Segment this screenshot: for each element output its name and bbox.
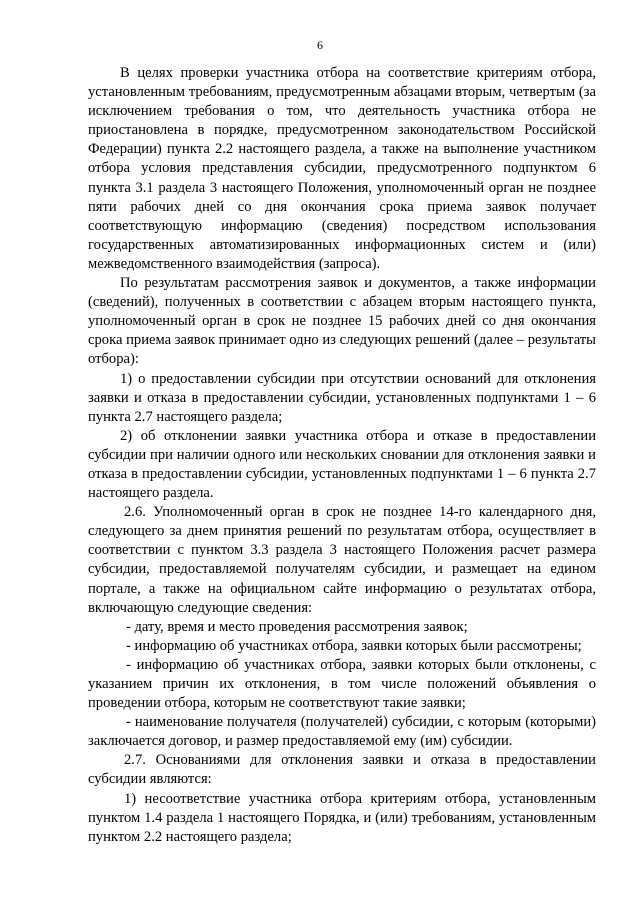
- dash-item-reviewed-participants: - информацию об участниках отбора, заявки которых были рассмотрены;: [126, 637, 582, 654]
- paragraph-verification: В целях проверки участника отбора на соответствие критериям отбора, установленным требованиям, предусмотренным абзацами вторым, четвертым (за исключением требования о том, что деятельность участника отбора не приостановлена в порядке, предусмотренном законодательством Российской Федерации) пункта 2.2 настоящего раздела, а также на выполнение участником отбора условия представления субсидии, предусмотренного подпунктом 6 пункта 3.1 раздела 3 настоящего Положения, уполномоченный орган не позднее пяти рабочих дней со дня окончания срока приема заявок получает соответствующую информацию (сведения) посредством использования государственных автоматизированных информационных систем и (или) межведомственного взаимодействия (запроса).: [88, 65, 596, 272]
- list-item-rejection-decision: 2) об отклонении заявки участника отбора и отказе в предоставлении субсидии при наличии одного или нескольких сновании для отклонения заявки и отказа в предоставлении субсидии, установленных подпунктами 1 – 6 пункта 2.7 настоящего раздела.: [88, 427, 596, 502]
- list-item-criteria-mismatch: 1) несоответствие участника отбора критериям отбора, установленным пунктом 1.4 раздела 1 настоящего Порядка, и (или) требованиям, установленным пунктом 2.2 настоящего раздела;: [88, 790, 596, 845]
- list-item-grant-decision: 1) о предоставлении субсидии при отсутствии оснований для отклонения заявки и отказа в предоставлении субсидии, установленных подпунктами 1 – 6 пункта 2.7 настоящего раздела;: [88, 370, 596, 425]
- dash-item-recipients: - наименование получателя (получателей) субсидии, с которым (которыми) заключается договор, и размер предоставляемой ему (им) субсидии.: [88, 714, 596, 750]
- document-body: [88, 64, 596, 847]
- paragraph-2-7: 2.7. Основаниями для отклонения заявки и отказа в предоставлении субсидии являются:: [88, 752, 596, 788]
- paragraph-review-results: По результатам рассмотрения заявок и документов, а также информации (сведений), полученных в соответствии с абзацем вторым настоящего пункта, уполномоченный орган в срок не позднее 15 рабочих дней со дня окончания срока приема заявок принимает одно из следующих решений (далее – результаты отбора):: [88, 275, 596, 368]
- paragraph-2-6: 2.6. Уполномоченный орган в срок не позднее 14-го календарного дня, следующего за днем принятия решений по результатам отбора, осуществляет в соответствии с пунктом 3.3 раздела 3 настоящего Положения расчет размера субсидии, предоставляемой получателям субсидии, и размещает на едином портале, а также на официальном сайте информацию о результатах отбора, включающую следующие сведения:: [88, 504, 596, 616]
- dash-item-review-date: - дату, время и место проведения рассмотрения заявок;: [126, 618, 468, 635]
- dash-item-rejected-participants: - информацию об участниках отбора, заявки которых были отклонены, с указанием причин их отклонения, в том числе положений объявления о проведении отбора, которым не соответствуют такие заявки;: [88, 656, 596, 712]
- page-number: 6: [317, 38, 323, 52]
